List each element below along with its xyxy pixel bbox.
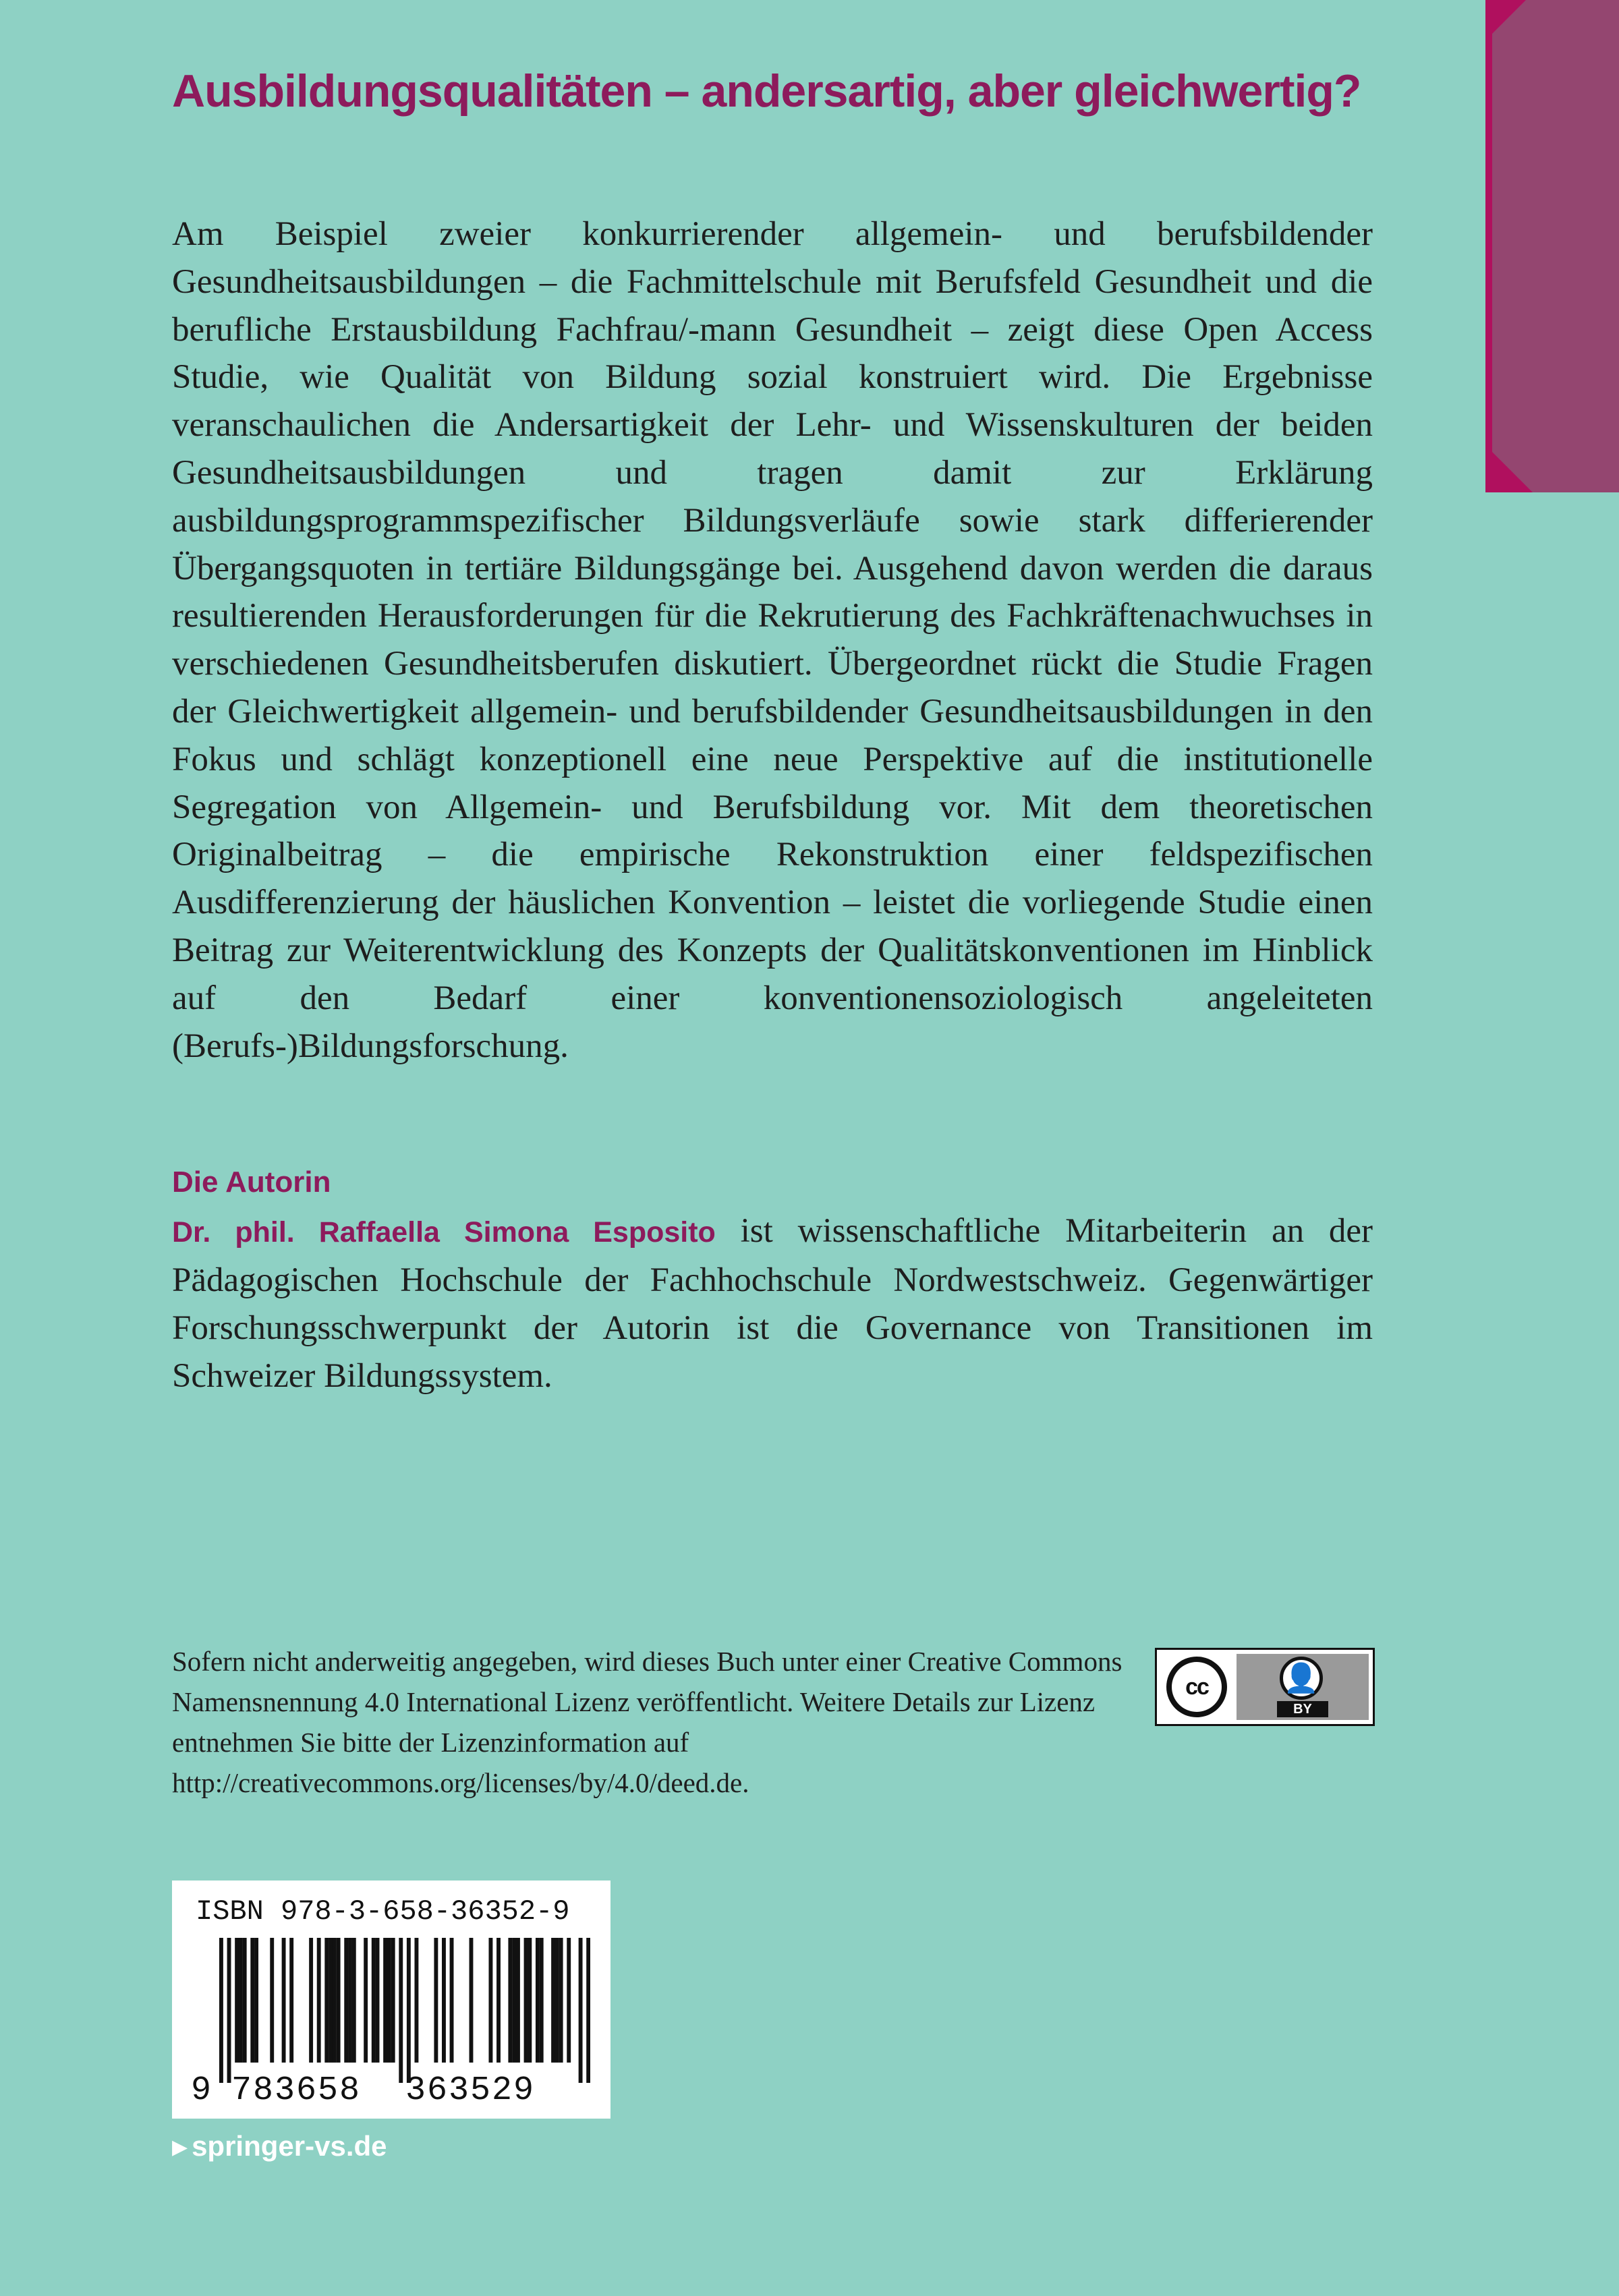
barcode-bar xyxy=(496,1938,501,2063)
barcode-bar xyxy=(364,1938,368,2063)
author-bio-text: ist wissenschaftliche Mitarbeiterin an der Pädagogischen Hochschule der Fachhochschule Nordwestschweiz. Gegenwärtiger Forschungsschwerpunkt der Autorin ist die Governance von Transitionen im Schweizer Bildungssystem. xyxy=(172,1212,1373,1395)
spine-edge-stripe xyxy=(1485,0,1492,492)
barcode-bar xyxy=(407,1938,411,2083)
barcode-bar xyxy=(329,1938,333,2063)
barcode-bar xyxy=(567,1938,571,2063)
barcode-bar xyxy=(516,1938,520,2063)
barcode-bar xyxy=(317,1938,321,2063)
barcode-bar xyxy=(508,1938,512,2063)
spine-color-tab xyxy=(1485,0,1619,492)
barcode-digits-left: 783658 xyxy=(231,2071,362,2110)
author-heading: Die Autorin xyxy=(172,1166,331,1199)
barcode-bar xyxy=(387,1938,391,2063)
barcode-bar xyxy=(488,1938,492,2063)
barcode-bar xyxy=(559,1938,563,2063)
barcode-bar xyxy=(289,1938,293,2063)
barcode-bar xyxy=(399,1938,403,2083)
barcode-bar xyxy=(391,1938,395,2063)
barcode-bar xyxy=(254,1938,258,2063)
barcode-bar xyxy=(579,1938,583,2083)
barcode-bar xyxy=(227,1938,231,2083)
barcode-bar xyxy=(333,1938,337,2063)
isbn-barcode-box xyxy=(172,1881,610,2119)
book-abstract: Am Beispiel zweier konkurrierender allgemein- und berufsbildender Gesundheitsausbildungen – die Fachmittelschule mit Berufsfeld Gesundheit und die berufliche Erstausbildung Fachfrau/-mann Gesundheit – zeigt diese Open Access Studie, wie Qualität von Bildung sozial konstruiert wird. Die Ergebnisse veranschaulichen die Andersartigkeit der Lehr- und Wissenskulturen der beiden Gesundheitsausbildungen und tragen damit zur Erklärung ausbildungsprogrammspezifischer Bildungsverläufe sowie stark differierender Übergangsquoten in tertiäre Bildungsgänge bei. Ausgehend davon werden die daraus resultierenden Herausforderungen für die Rekrutierung des Fachkräftenachwuchses in verschiedenen Gesundheitsberufen diskutiert. Übergeordnet rückt die Studie Fragen der Gleichwertigkeit allgemein- und berufsbildender Gesundheitsausbildungen in den Fokus und schlägt konzeptionell eine neue Perspektive auf die institutionelle Segregation von Allgemein- und Berufsbildung vor. Mit dem theoretischen Originalbeitrag – die empirische Rekonstruktion einer feldspezifischen Ausdifferenzierung der häuslichen Konvention – leistet die vorliegende Studie einen Beitrag zur Weiterentwicklung des Konzepts der Qualitätskonventionen im Hinblick auf den Bedarf einer konventionensoziologisch angeleiteten (Berufs-)Bildungsforschung. xyxy=(172,215,1373,1065)
barcode-bar xyxy=(352,1938,356,2063)
barcode-bar xyxy=(250,1938,254,2063)
barcode-bar xyxy=(555,1938,559,2063)
barcode-digits-right: 363529 xyxy=(405,2071,536,2110)
cc-icon-label: cc xyxy=(1172,1662,1222,1712)
cc-by-badge[interactable] xyxy=(1155,1648,1375,1726)
barcode-bar xyxy=(540,1938,544,2063)
barcode-bar xyxy=(376,1938,380,2063)
barcode-bar xyxy=(414,1938,418,2063)
book-title: Ausbildungsqualitäten – andersartig, aber gleichwertig? xyxy=(172,65,1361,117)
barcode-bar xyxy=(586,1938,590,2083)
barcode-bar xyxy=(344,1938,348,2063)
author-name: Dr. phil. Raffaella Simona Esposito xyxy=(172,1216,716,1249)
spine-edge-top xyxy=(1485,0,1526,40)
by-label: BY xyxy=(1277,1701,1328,1717)
barcode-bar xyxy=(239,1938,243,2063)
barcode-bar xyxy=(282,1938,286,2063)
spine-edge-bottom xyxy=(1485,445,1533,492)
cc-icon xyxy=(1166,1657,1227,1717)
by-panel xyxy=(1237,1654,1369,1720)
barcode-bar xyxy=(235,1938,239,2063)
barcode-bar xyxy=(442,1938,446,2063)
barcode-bar xyxy=(309,1938,313,2063)
barcode-bar xyxy=(270,1938,274,2063)
barcode-bar xyxy=(512,1938,516,2063)
barcode-bar xyxy=(324,1938,329,2063)
publisher-link[interactable] xyxy=(172,2126,387,2170)
barcode-bar xyxy=(551,1938,555,2063)
isbn-label: ISBN 978-3-658-36352-9 xyxy=(196,1895,570,1928)
barcode-bar xyxy=(383,1938,387,2063)
barcode-bar xyxy=(337,1938,341,2063)
barcode-bar xyxy=(450,1938,454,2063)
barcode xyxy=(219,1938,590,2083)
barcode-bar xyxy=(434,1938,438,2063)
barcode-bar xyxy=(528,1938,532,2063)
barcode-bar xyxy=(536,1938,540,2063)
barcode-bar xyxy=(348,1938,352,2063)
publisher-url: springer-vs.de xyxy=(192,2130,387,2162)
barcode-bar xyxy=(372,1938,376,2063)
author-bio xyxy=(172,1207,1373,1400)
license-notice: Sofern nicht anderweitig angegeben, wird dieses Buch unter einer Creative Commons Namensnennung 4.0 International Lizenz veröffentlicht. Weitere Details zur Lizenz entnehmen Sie bitte der Lizenzinformation auf http://creativecommons.org/licenses/by/4.0/deed.de. xyxy=(172,1646,1123,1798)
barcode-bar xyxy=(219,1938,223,2083)
arrow-right-icon: ▶ xyxy=(172,2136,188,2158)
attribution-person-icon: 👤 xyxy=(1280,1657,1323,1700)
barcode-bar xyxy=(524,1938,528,2063)
barcode-bar xyxy=(470,1938,474,2063)
barcode-bar xyxy=(243,1938,247,2063)
barcode-digit-first: 9 xyxy=(191,2071,212,2110)
